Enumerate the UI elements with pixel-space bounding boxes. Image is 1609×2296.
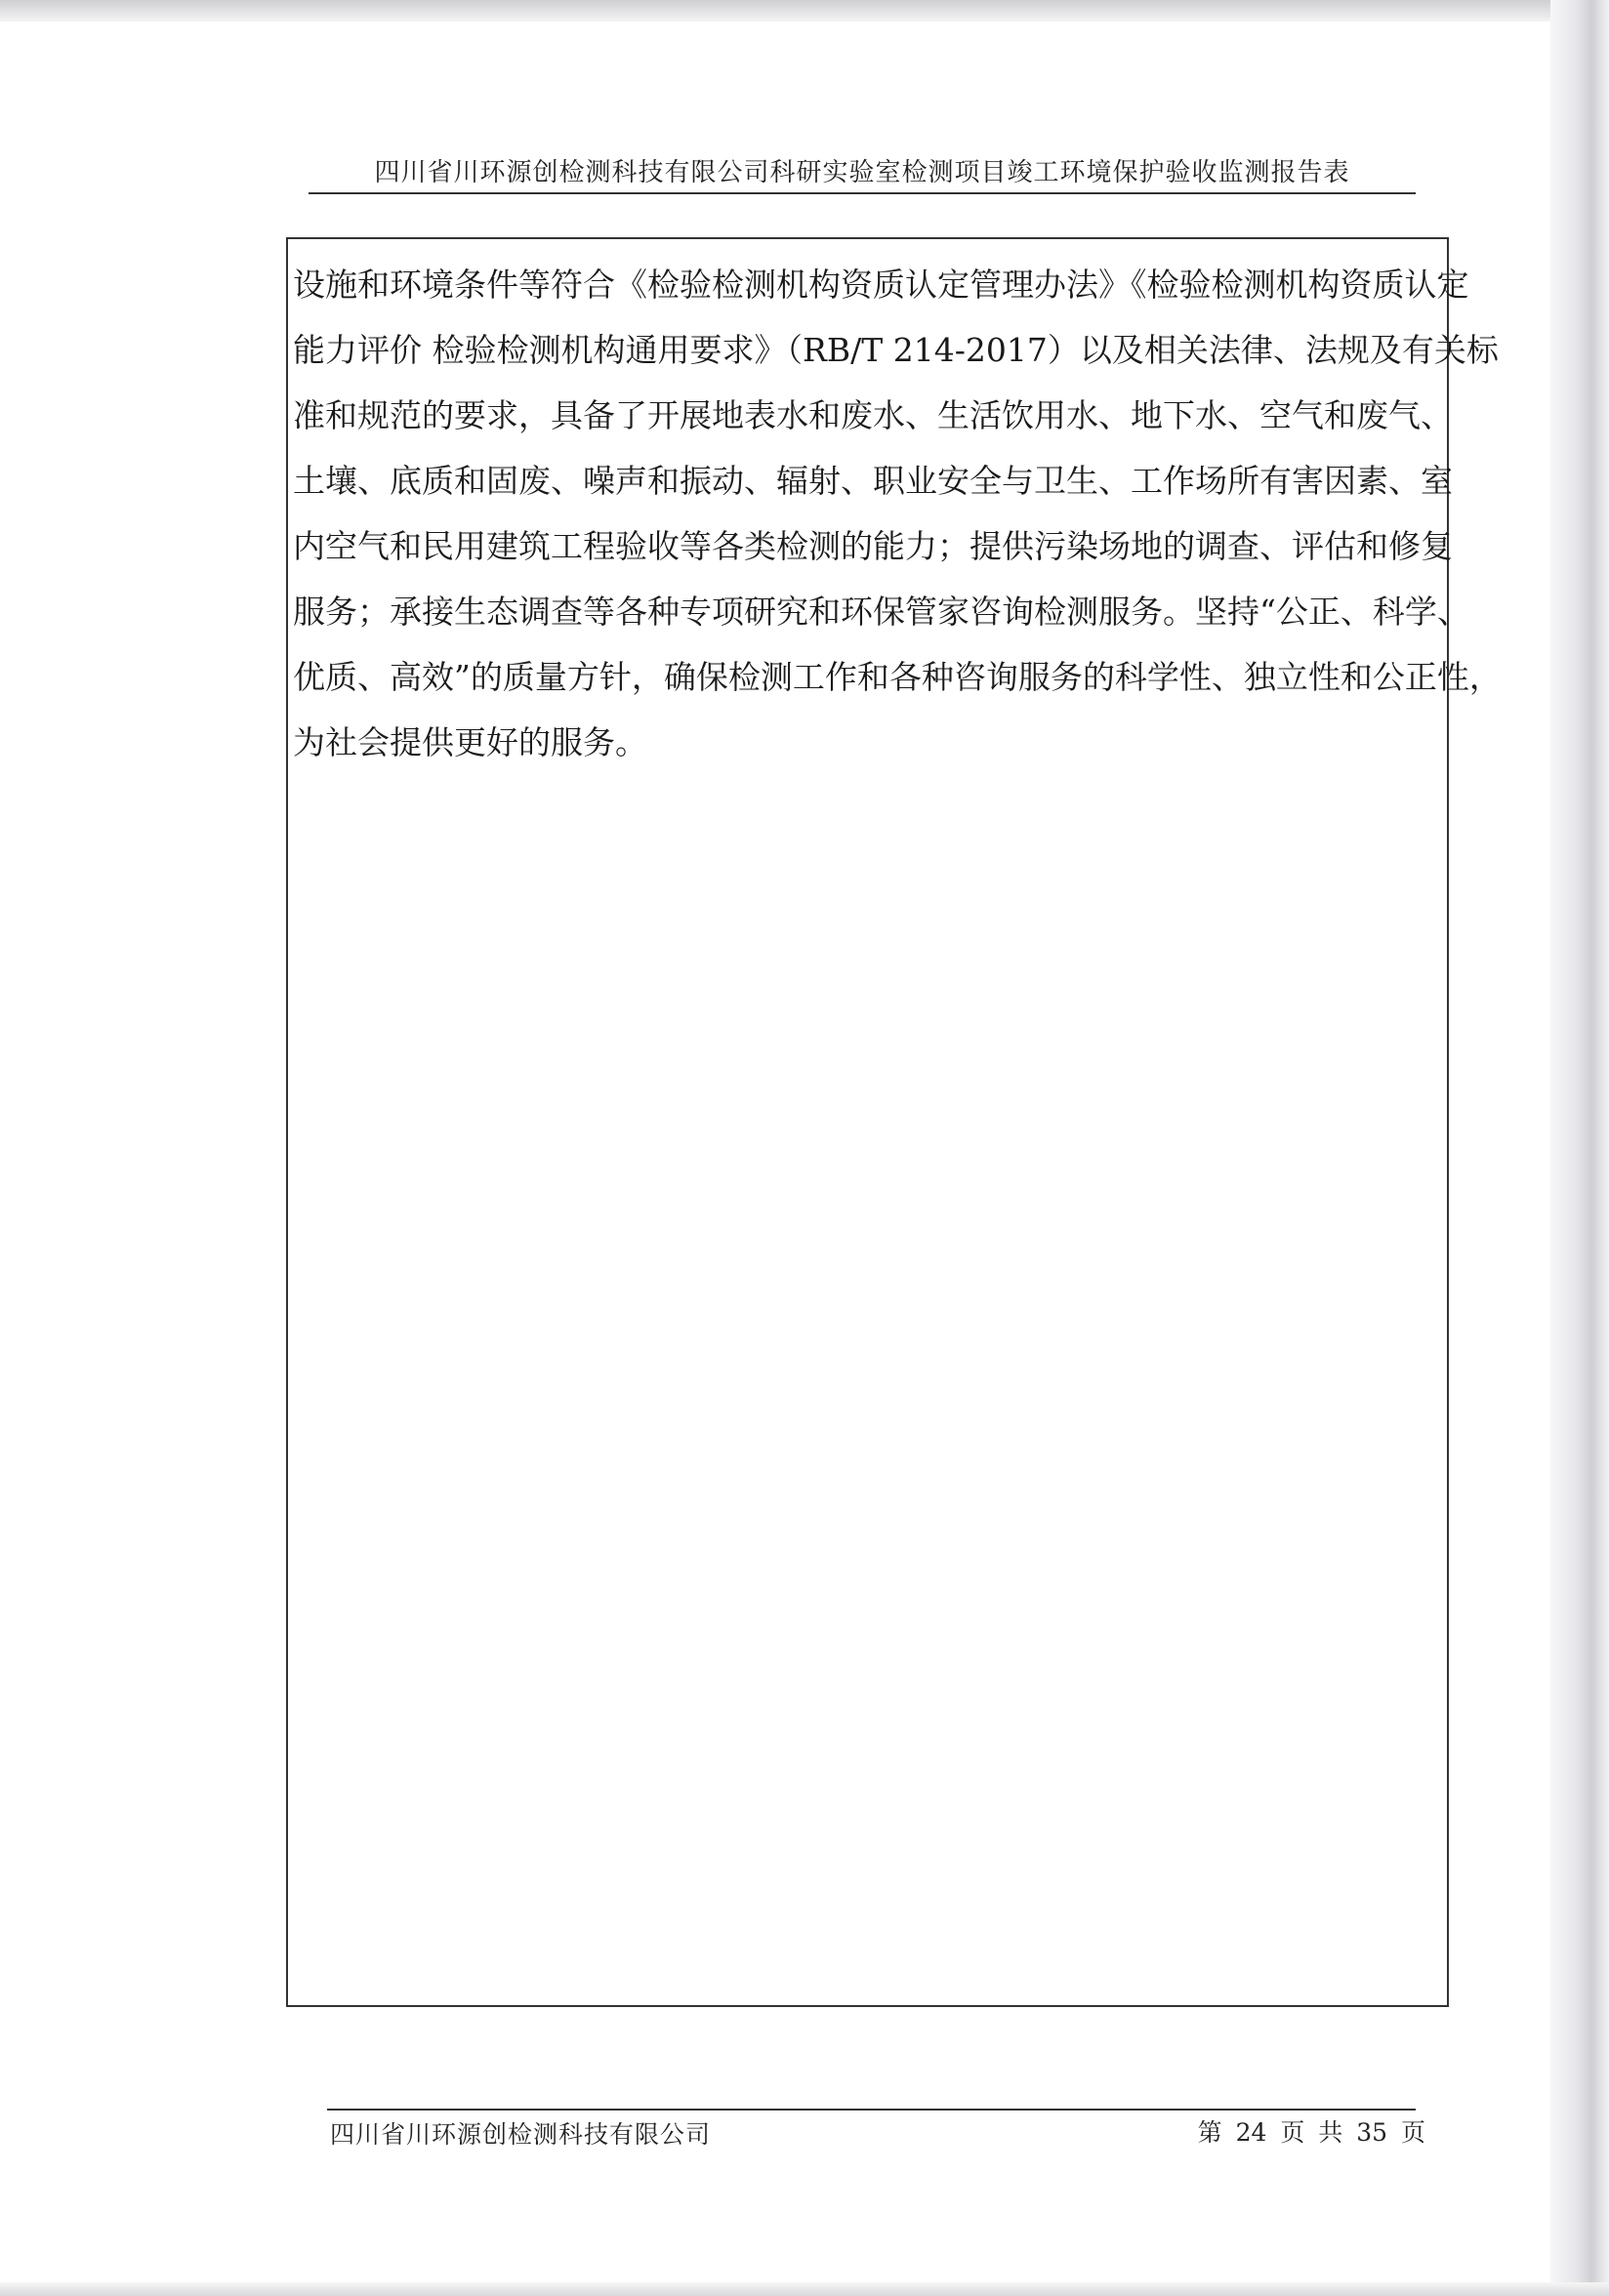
footer-company-name: 四川省川环源创检测科技有限公司 bbox=[330, 2120, 712, 2149]
page-header-title: 四川省川环源创检测科技有限公司科研实验室检测项目竣工环境保护验收监测报告表 bbox=[374, 158, 1350, 187]
footer-rule bbox=[327, 2109, 1416, 2111]
body-line: 优质、高效”的质量方针，确保检测工作和各种咨询服务的科学性、独立性和公正性， bbox=[293, 658, 1502, 696]
body-line: 设施和环境条件等符合《检验检测机构资质认定管理办法》《检验检测机构资质认定 bbox=[293, 266, 1469, 304]
scan-edge-bottom bbox=[0, 2282, 1609, 2296]
body-line: 能力评价 检验检测机构通用要求》（RB/T 214-2017）以及相关法律、法规及有关标 bbox=[293, 331, 1499, 369]
scan-edge-right bbox=[1550, 0, 1609, 2296]
header-rule bbox=[309, 192, 1416, 194]
body-line: 准和规范的要求，具备了开展地表水和废水、生活饮用水、地下水、空气和废气、 bbox=[293, 396, 1453, 434]
body-paragraph bbox=[293, 252, 1502, 775]
body-line: 土壤、底质和固废、噪声和振动、辐射、职业安全与卫生、工作场所有害因素、室 bbox=[293, 462, 1453, 500]
body-line: 内空气和民用建筑工程验收等各类检测的能力；提供污染场地的调查、评估和修复 bbox=[293, 527, 1453, 565]
body-line: 服务；承接生态调查等各种专项研究和环保管家咨询检测服务。坚持“公正、科学、 bbox=[293, 593, 1469, 631]
footer-page-number: 第 24 页 共 35 页 bbox=[1197, 2118, 1425, 2147]
scan-edge-top bbox=[0, 0, 1609, 21]
body-line: 为社会提供更好的服务。 bbox=[293, 723, 647, 761]
